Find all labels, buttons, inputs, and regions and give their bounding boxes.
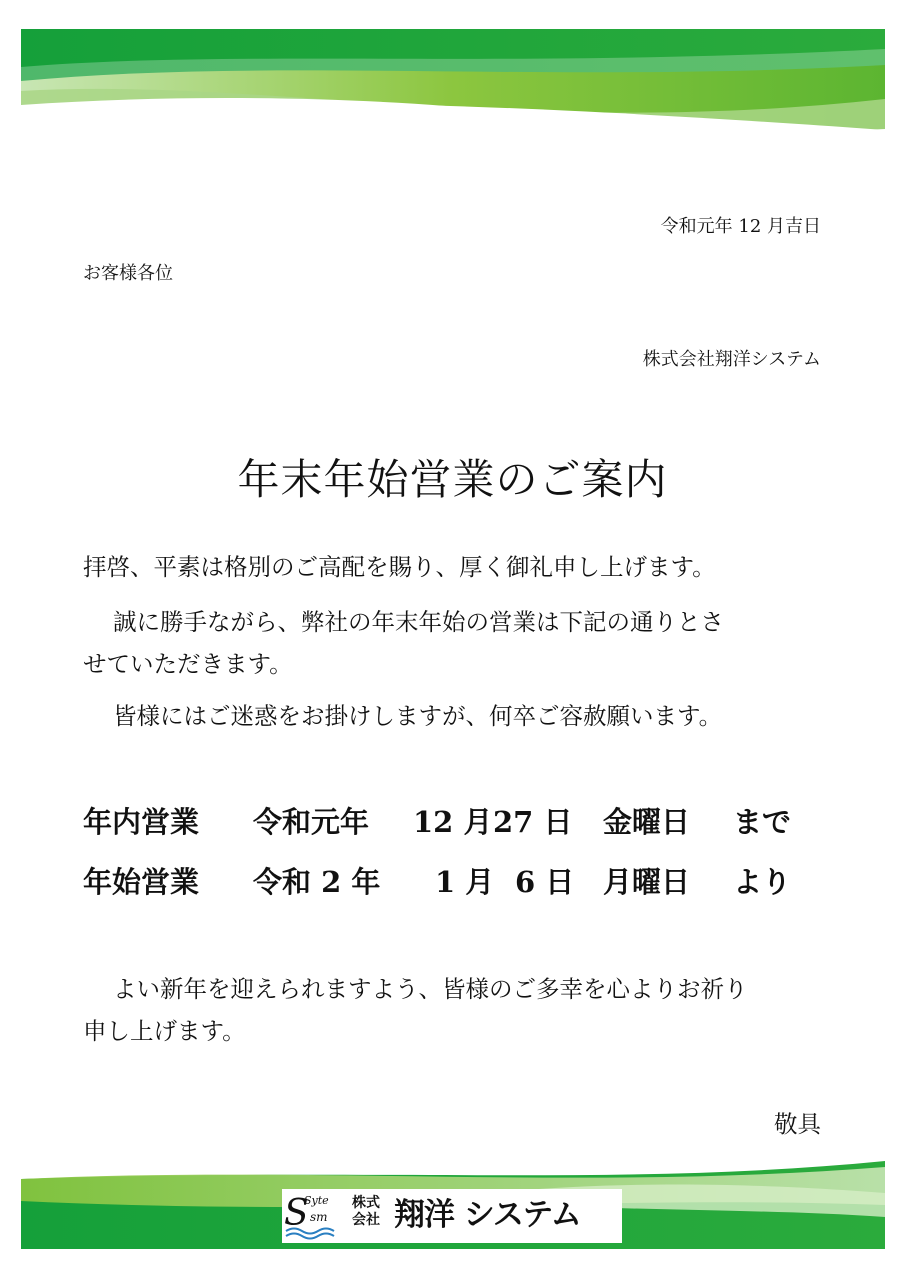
schedule-weekday: 月曜日 xyxy=(603,865,691,899)
issue-date: 令和元年 12 月吉日 xyxy=(660,216,821,237)
svg-text:S: S xyxy=(284,1193,309,1234)
schedule-era-year: 令和 2 年 xyxy=(253,865,381,899)
schedule-era-year: 令和元年 xyxy=(253,805,370,839)
schedule-weekday: 金曜日 xyxy=(603,805,691,839)
schedule-relation: より xyxy=(733,865,792,899)
greeting-paragraph: 拝啓、平素は格別のご高配を賜り、厚く御礼申し上げます。 xyxy=(83,553,716,581)
logo-kabushiki-line-1: 株式 xyxy=(352,1195,380,1211)
page-title: 年末年始営業のご案内 xyxy=(237,455,668,504)
apology-paragraph: 皆様にはご迷惑をお掛けしますが、何卒ご容赦願います。 xyxy=(113,702,723,730)
logo-company-name: 翔洋 システム xyxy=(394,1197,581,1233)
recipient: お客様各位 xyxy=(83,263,173,284)
top-wave-graphic xyxy=(21,29,885,130)
schedule-month: 1 月 xyxy=(435,865,495,899)
closing-salutation: 敬具 xyxy=(774,1110,821,1138)
closing-wish-line-1: よい新年を迎えられますよう、皆様のご多幸を心よりお祈り xyxy=(113,975,748,1003)
company-logo xyxy=(282,1189,622,1243)
schedule-month: 12 月 xyxy=(413,805,493,839)
sender-company: 株式会社翔洋システム xyxy=(642,349,821,370)
top-wave-banner xyxy=(21,29,885,130)
schedule-day: 27 日 xyxy=(493,805,573,839)
schedule-relation: まで xyxy=(733,805,792,839)
schedule-day: 6 日 xyxy=(515,865,575,899)
notice-paragraph-line-1: 誠に勝手ながら、弊社の年末年始の営業は下記の通りとさ xyxy=(113,608,724,636)
schedule-label: 年内営業 xyxy=(83,805,200,839)
notice-paragraph-line-2: せていただきます。 xyxy=(83,650,293,678)
logo-mark-icon xyxy=(284,1191,342,1241)
logo-kabushiki-kaisha xyxy=(352,1195,390,1229)
logo-mark-text-bottom: sm xyxy=(310,1210,328,1224)
logo-kabushiki-line-2: 会社 xyxy=(352,1212,380,1228)
logo-mark-text-top: Syte xyxy=(304,1194,329,1207)
closing-wish-line-2: 申し上げます。 xyxy=(83,1017,246,1045)
schedule-label: 年始営業 xyxy=(83,865,200,899)
